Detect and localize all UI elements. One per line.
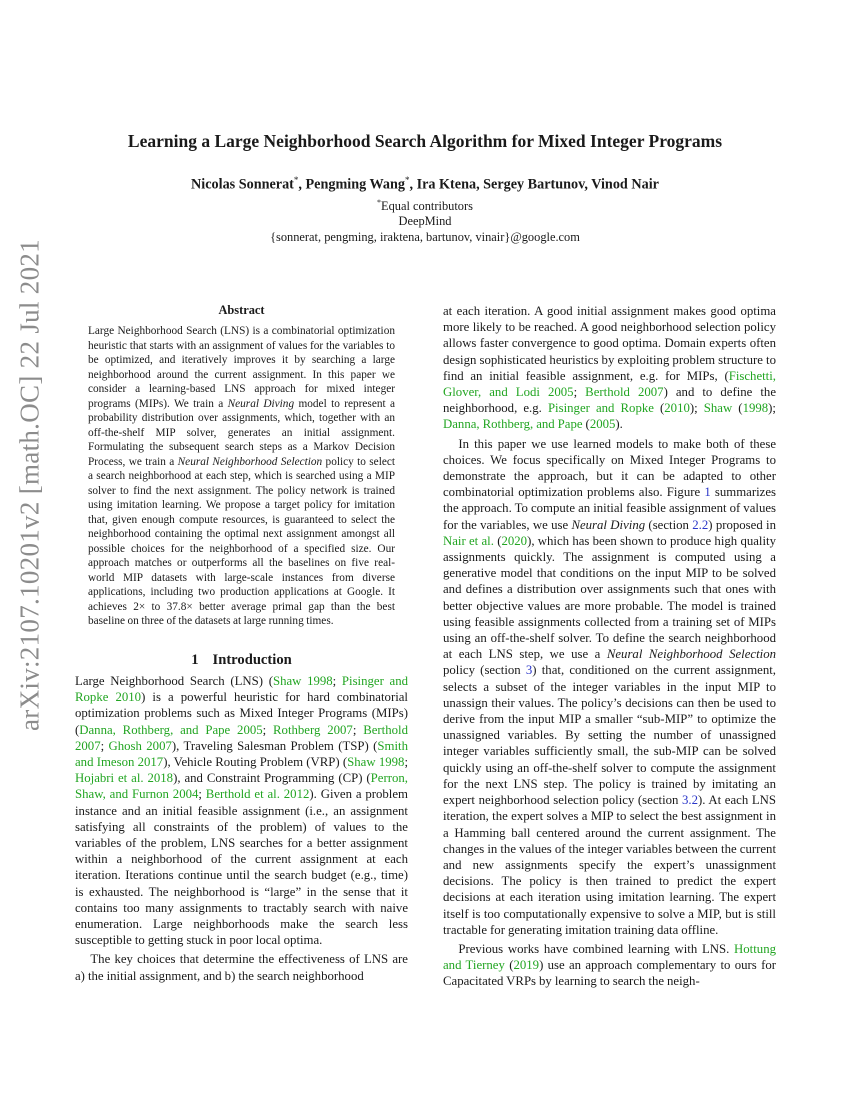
- left-column: [75, 673, 408, 987]
- equal-contributors-text: Equal contributors: [381, 199, 473, 214]
- equal-contribution-mark: *: [404, 175, 410, 185]
- affiliation: DeepMind: [398, 214, 452, 228]
- footnote-mark: *: [377, 198, 382, 207]
- section-heading-introduction: [75, 652, 408, 669]
- citation-link[interactable]: Nair et al.: [443, 533, 494, 548]
- citation-link[interactable]: Ghosh 2007: [108, 738, 172, 753]
- figure-reference-link[interactable]: 1: [704, 485, 711, 500]
- section-reference-link[interactable]: 2.2: [692, 517, 709, 532]
- citation-link[interactable]: 2019: [513, 958, 540, 973]
- citation-link[interactable]: Rothberg 2007: [273, 722, 353, 737]
- citation-link[interactable]: Pisinger and Ropke 2010: [75, 674, 408, 705]
- citation-link[interactable]: Danna, Rothberg, and Pape 2005: [79, 722, 263, 737]
- method-name: Neural Neighborhood Selection: [606, 647, 776, 662]
- citation-link[interactable]: Shaw: [703, 401, 733, 416]
- abstract-heading: Abstract: [218, 303, 265, 317]
- section-reference-link[interactable]: 3.2: [682, 793, 699, 808]
- equal-contribution-mark: *: [293, 175, 299, 185]
- method-name: Neural Diving: [571, 517, 646, 532]
- citation-link[interactable]: Berthold 2007: [75, 722, 408, 753]
- author-name: , Pengming Wang: [298, 176, 405, 193]
- citation-link[interactable]: Pisinger and Ropke: [547, 401, 654, 416]
- author-name: Nicolas Sonnerat: [191, 176, 294, 193]
- method-name: Neural Diving: [227, 397, 295, 410]
- section-number: 1: [191, 652, 199, 668]
- intro-paragraph: Large Neighborhood Search (LNS) (Shaw 1998; Pisinger and Ropke 2010) is a powerful heuristic for hard combinatorial optimization problems such as Mixed Integer Programs (MIPs) (Danna, Rothberg, and Pape 2005; Rothberg 2007; Berthold 2007; Ghosh 2007), Traveling Salesman Problem (TSP) (Smith and Imeson 2017), Vehicle Routing Problem (VRP) (Shaw 1998; Hojabri et al. 2018), and Constraint Programming (CP) (Perron, Shaw, and Furnon 2004; Berthold et al. 2012). Given a problem instance and an initial feasible assignment (i.e., an assignment satisfying all constraints of the problem) of values to the variables of the problem, LNS searches for a better assignment within a neighborhood of the current assignment at each iteration. Iterations continue until the search budget (e.g., time) is exhausted. The neighborhood is “large” in the sense that it contains too many assignments to tractably search with naive enumeration. Large neighborhoods make the search less susceptible to getting stuck in poor local optima.: [75, 674, 409, 948]
- citation-link[interactable]: 2020: [501, 533, 528, 548]
- citation-link[interactable]: 1998: [742, 401, 769, 416]
- arxiv-identifier-stamp: [2, 239, 58, 731]
- citation-link[interactable]: Shaw 1998: [347, 755, 405, 770]
- citation-link[interactable]: Berthold et al. 2012: [205, 787, 310, 802]
- arxiv-identifier-text: arXiv:2107.10201v2 [math.OC] 22 Jul 2021: [14, 239, 45, 731]
- section-reference-link[interactable]: 3: [525, 663, 533, 678]
- intro-paragraph: at each iteration. A good initial assignment makes good optima more likely to be reached. A good neighborhood selection policy allows faster convergence to good optima. Domain experts often design sophisticated heuristics by exploiting problem structure to find an initial feasible assignment, e.g. for MIPs, (Fischetti, Glover, and Lodi 2005; Berthold 2007) and to define the neighborhood, e.g. Pisinger and Ropke (2010); Shaw (1998); Danna, Rothberg, and Pape (2005).: [443, 304, 776, 432]
- citation-link[interactable]: Fischetti, Glover, and Lodi 2005: [443, 368, 776, 400]
- intro-paragraph: In this paper we use learned models to make both of these choices. We focus specifically on Mixed Integer Programs to demonstrate the approach, but it can be adapted to other combinatorial optimization problems also. Figure 1 summarizes the approach. To compute an initial feasible assignment of values for the variables, we use Neural Diving (section 2.2) proposed in Nair et al. (2020), which has been shown to produce high quality assignments quickly. The assignment is computed using a generative model that conditions on the input MIP to be solved and defines a distribution over assignments such that ones with better objective values are more probable. The model is trained using feasible assignments collected from a training set of MIPs using an off-the-shelf solver. To define the search neighborhood at each LNS step, we use a Neural Neighborhood Selection policy (section 3) that, conditioned on the current assignment, selects a subset of the integer variables in the input MIP to unassign their values. The policy’s decisions can then be used to derive from the input MIP a smaller “sub-MIP” to optimize the unassigned variables. By setting the number of unassigned integer variables sufficiently small, the sub-MIP can be solved quickly using an off-the-shelf solver to compute the assignment for the next LNS step. The policy is trained by imitating an expert neighborhood selection policy (section 3.2). At each LNS iteration, the expert solves a MIP to select the best assignment in a Hamming ball centered around the current assignment. The changes in the values of the integer variables between the current and new assignments specify the expert’s unassignment decisions. The policy is then trained to predict the expert decisions at each iteration using imitation learning. The expert itself is too computationally expensive to solve a MIP, but is still tractable for generating imitation training data offline.: [443, 436, 776, 937]
- citation-link[interactable]: Danna, Rothberg, and Pape: [443, 417, 583, 432]
- citation-link[interactable]: 2005: [589, 417, 616, 432]
- intro-paragraph: Previous works have combined learning with LNS. Hottung and Tierney (2019) use an approach complementary to ours for Capacitated VRPs by learning to search the neigh-: [443, 941, 776, 989]
- citation-link[interactable]: Hojabri et al. 2018: [75, 771, 174, 786]
- paper-title: Learning a Large Neighborhood Search Algorithm for Mixed Integer Programs: [127, 131, 723, 151]
- intro-paragraph: The key choices that determine the effectiveness of LNS are a) the initial assignment, and b) the search neighborhood: [75, 952, 408, 983]
- author-names: , Ira Ktena, Sergey Bartunov, Vinod Nair: [409, 176, 659, 193]
- author-emails: {sonnerat, pengming, iraktena, bartunov, vinair}@google.com: [270, 230, 580, 244]
- citation-link[interactable]: Hottung and Tierney: [443, 941, 776, 973]
- abstract-body: Large Neighborhood Search (LNS) is a combinatorial optimization heuristic that starts with an assignment of values for the variables to be optimized, and iteratively improves it by searching a large neighborhood around the current assignment. In this paper we consider a learning-based LNS approach for mixed integer programs (MIPs). We train a Neural Diving model to represent a probability distribution over assignments, which, together with an off-the-shelf MIP solver, generates an initial assignment. Formulating the subsequent search steps as a Markov Decision Process, we train a Neural Neighborhood Selection policy to select a search neighborhood at each step, which is searched using a MIP solver to find the next assignment. The policy network is trained using imitation learning. We propose a target policy for imitation that, given enough compute resources, is guaranteed to select the neighborhood containing the optimal next assignment amongst all possible choices for the neighborhood of a specified size. Our approach matches or outperforms all the baselines on five real-world MIP datasets with large-scale instances from diverse applications, including two production applications at Google. It achieves 2× to 37.8× better average primal gap than the best baseline on three of the datasets at large running times.: [88, 325, 395, 627]
- citation-link[interactable]: Shaw 1998: [272, 674, 333, 688]
- citation-link[interactable]: 2010: [664, 401, 690, 416]
- citation-link[interactable]: Berthold 2007: [585, 385, 664, 400]
- method-name: Neural Neighborhood Selection: [177, 455, 323, 468]
- author-list: [0, 175, 850, 194]
- right-column: [443, 303, 776, 993]
- equal-contributors-note: [0, 198, 850, 214]
- citation-link[interactable]: Perron, Shaw, and Furnon 2004: [75, 771, 408, 802]
- section-title: Introduction: [212, 652, 292, 668]
- citation-link[interactable]: Smith and Imeson 2017: [75, 738, 409, 770]
